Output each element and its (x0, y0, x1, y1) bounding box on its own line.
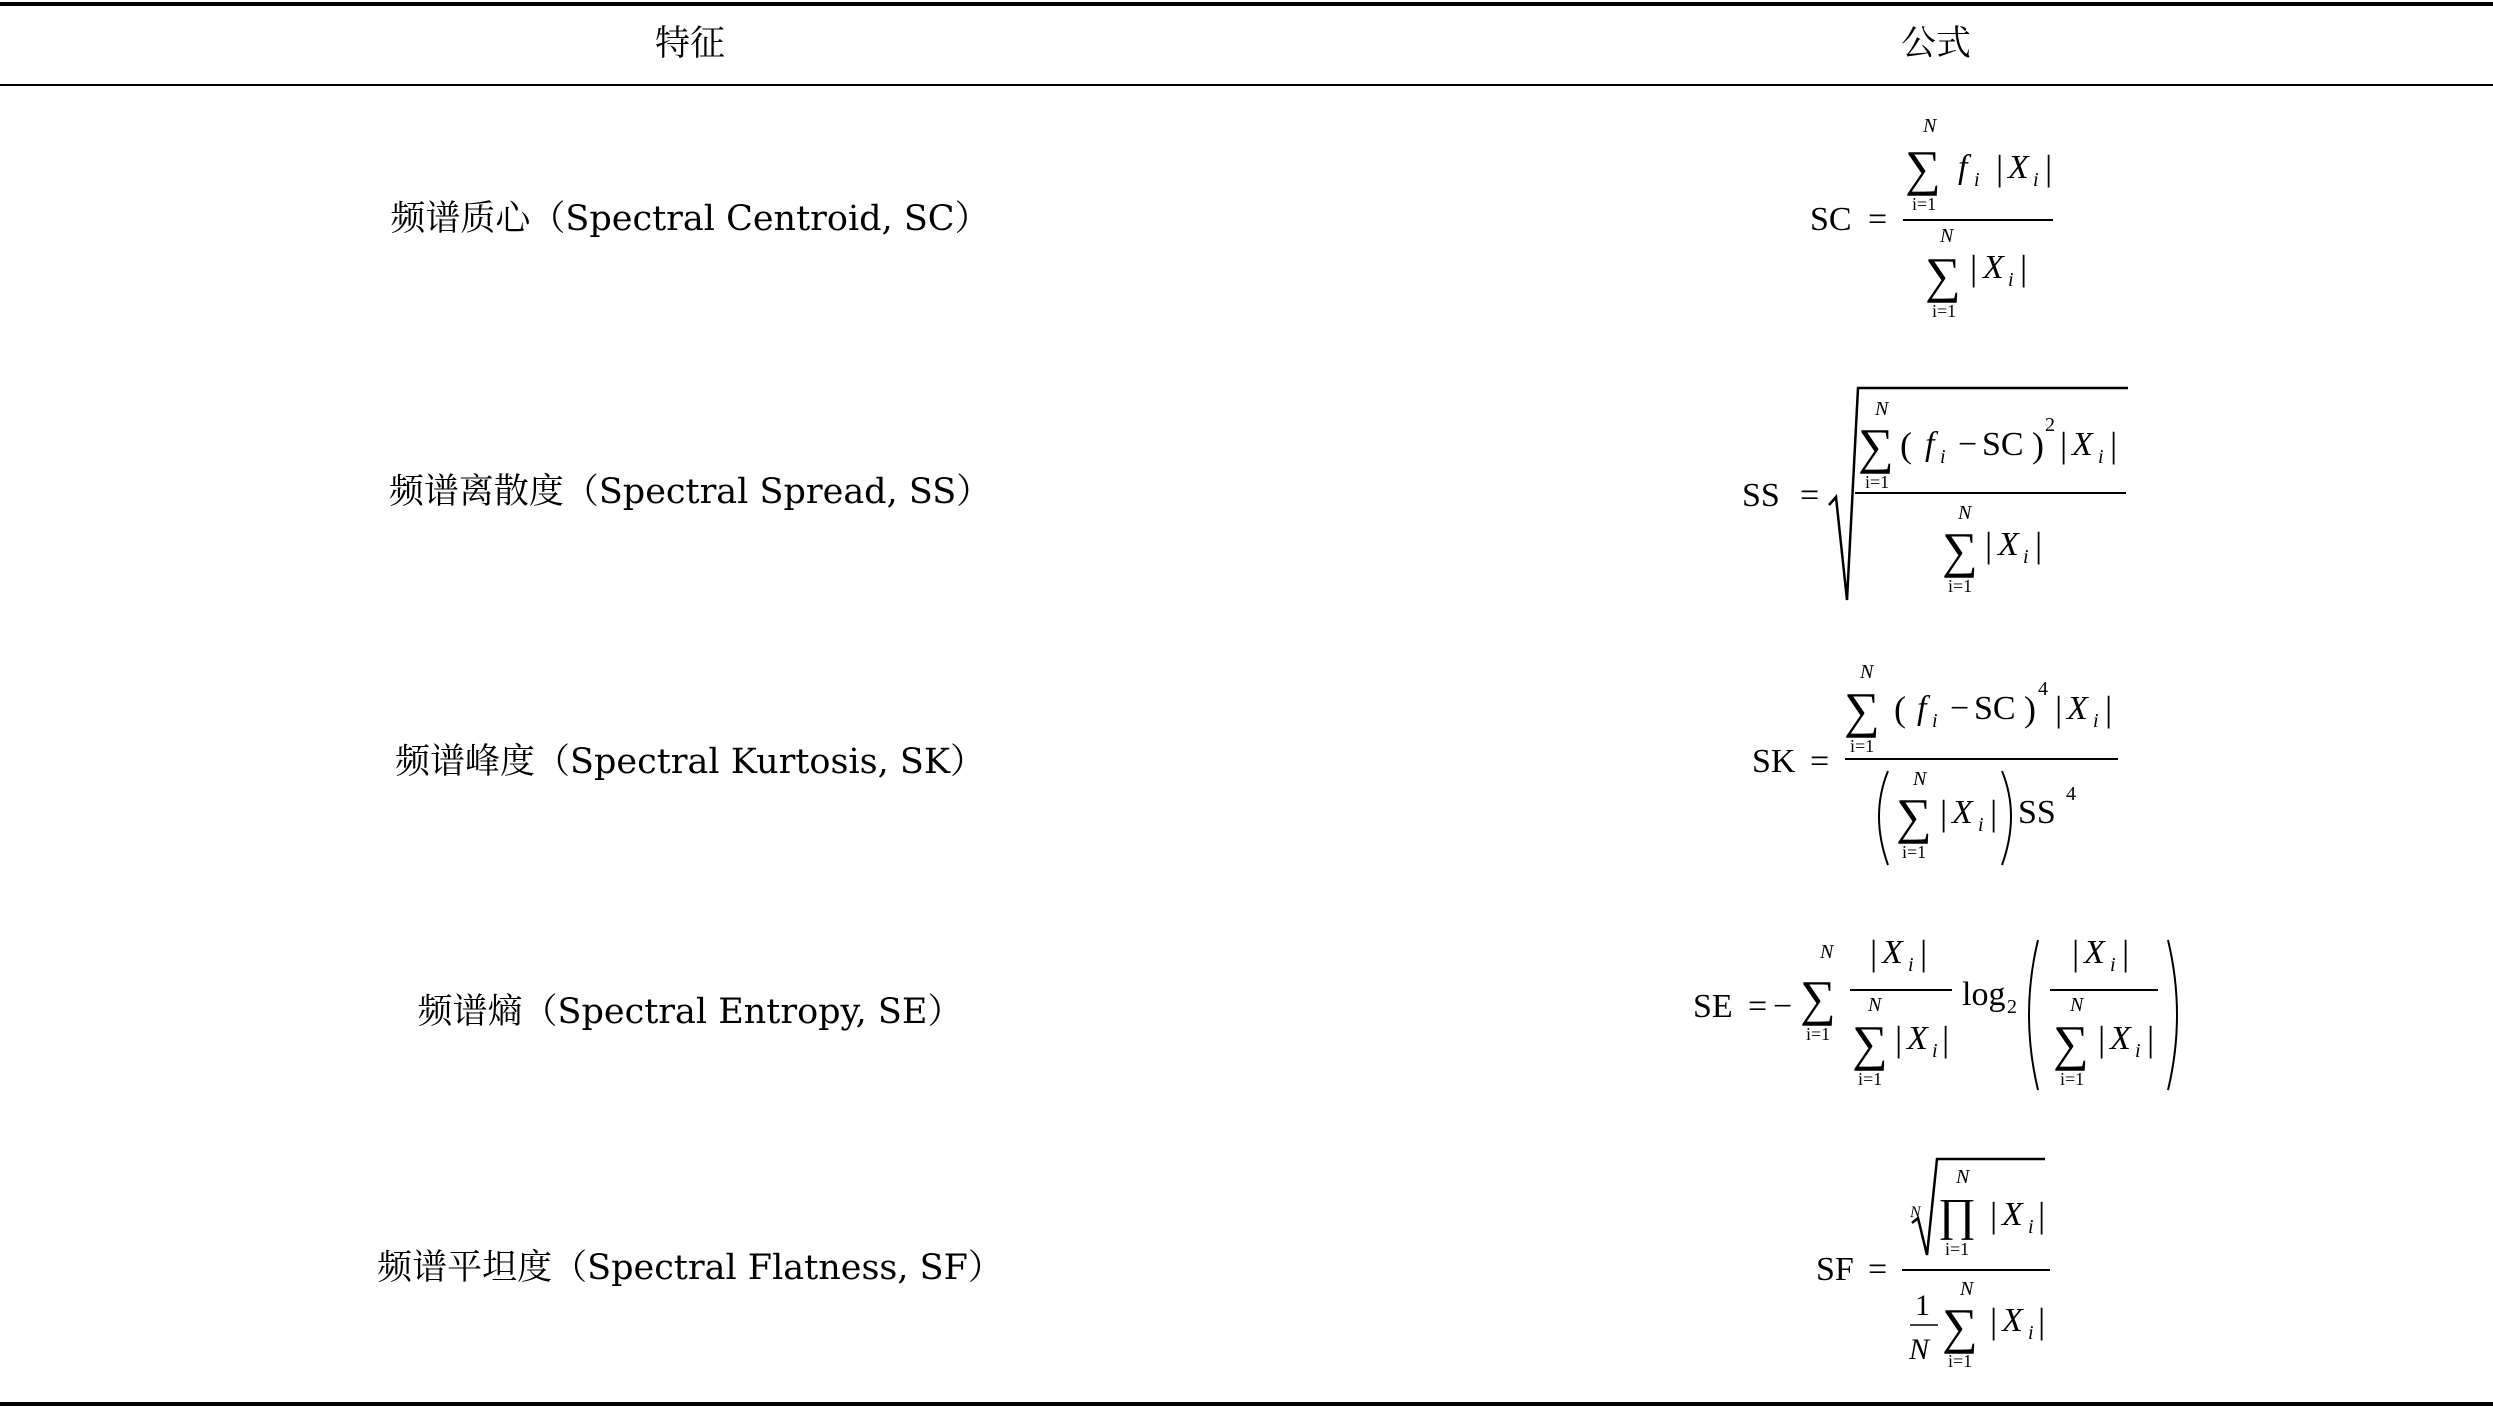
svg-text:i=1: i=1 (1858, 1069, 1883, 1089)
svg-text:|: | (2060, 425, 2068, 465)
svg-text:f: f (1958, 149, 1968, 186)
feature-sc: 频谱质心（Spectral Centroid, SC） (390, 199, 990, 239)
svg-text:X: X (1907, 1020, 1928, 1057)
svg-text:i: i (1974, 169, 1980, 191)
svg-text:−: − (1773, 988, 1793, 1025)
svg-text:∑: ∑ (1896, 788, 1932, 844)
lhs-se: SE (1693, 988, 1733, 1025)
svg-text:log: log (1962, 976, 2006, 1013)
svg-text:=: = (1800, 477, 1820, 514)
feature-ss: 频谱离散度（Spectral Spread, SS） (388, 472, 992, 512)
svg-text:|: | (1870, 933, 1878, 973)
svg-text:|: | (2055, 689, 2063, 729)
svg-text:=: = (1748, 988, 1768, 1025)
svg-text:|: | (1996, 148, 2004, 188)
svg-text:4: 4 (2038, 678, 2048, 700)
svg-text:−: − (1958, 426, 1978, 463)
svg-text:=: = (1810, 743, 1830, 780)
svg-text:N: N (1923, 115, 1937, 137)
svg-text:|: | (1942, 1019, 1950, 1059)
svg-text:=: = (1868, 1251, 1888, 1288)
svg-text:i=1: i=1 (1948, 1351, 1973, 1371)
lhs-ss: SS (1742, 477, 1780, 514)
svg-text:i: i (2033, 169, 2039, 191)
svg-text:|: | (1990, 793, 1998, 833)
svg-text:X: X (1952, 794, 1973, 831)
svg-text:N: N (1868, 994, 1882, 1016)
lhs-sk: SK (1752, 743, 1796, 780)
formula-sk (1640, 655, 2340, 875)
svg-text:i=1: i=1 (1865, 472, 1890, 492)
formula-sf (1640, 1155, 2340, 1375)
svg-text:): ) (2032, 425, 2044, 465)
table-bottom-rule (0, 1402, 2493, 1406)
svg-text:=: = (1868, 201, 1888, 238)
svg-text:i=1: i=1 (1902, 842, 1927, 862)
svg-text:|: | (1990, 1195, 1998, 1235)
svg-text:N: N (1956, 1166, 1970, 1188)
svg-text:1: 1 (1915, 1289, 1930, 1322)
svg-text:i: i (1908, 954, 1914, 976)
svg-text:|: | (1940, 793, 1948, 833)
svg-text:SC: SC (1974, 690, 2016, 727)
svg-text:i: i (1932, 710, 1938, 732)
svg-text:(: ( (1900, 425, 1912, 465)
svg-text:X: X (2008, 149, 2029, 186)
svg-text:N: N (1910, 1204, 1921, 1221)
svg-text:∑: ∑ (1844, 682, 1880, 738)
svg-text:i=1: i=1 (2060, 1069, 2085, 1089)
svg-text:SS: SS (2018, 794, 2056, 831)
svg-text:|: | (2110, 425, 2118, 465)
svg-text:i: i (2028, 1216, 2034, 1238)
svg-text:i=1: i=1 (1948, 576, 1973, 596)
svg-text:2: 2 (2007, 996, 2017, 1018)
svg-text:|: | (1970, 248, 1978, 288)
svg-text:N: N (1960, 1278, 1974, 1300)
svg-text:|: | (2035, 525, 2043, 565)
svg-text:X: X (2110, 1020, 2131, 1057)
svg-text:i: i (2110, 954, 2116, 976)
svg-text:f: f (1917, 690, 1927, 727)
svg-text:i: i (1978, 814, 1984, 836)
svg-text:i: i (2008, 269, 2014, 291)
svg-text:|: | (2122, 933, 2130, 973)
svg-text:|: | (2038, 1195, 2046, 1235)
svg-text:N: N (1940, 225, 1954, 247)
svg-text:|: | (1985, 525, 1993, 565)
svg-text:X: X (1998, 526, 2019, 563)
formula-se (1640, 905, 2340, 1125)
svg-text:N: N (1875, 398, 1889, 420)
svg-text:N: N (1860, 661, 1874, 683)
svg-text:N: N (1958, 502, 1972, 524)
svg-text:∑: ∑ (1905, 140, 1941, 196)
svg-text:i=1: i=1 (1945, 1239, 1970, 1259)
lhs-sf: SF (1816, 1251, 1854, 1288)
svg-text:N: N (2070, 994, 2084, 1016)
svg-text:|: | (1990, 1301, 1998, 1341)
svg-text:X: X (1983, 249, 2004, 286)
svg-text:f: f (1925, 426, 1935, 463)
svg-text:∑: ∑ (1942, 522, 1978, 578)
svg-text:i=1: i=1 (1932, 301, 1957, 321)
svg-text:∑: ∑ (1852, 1015, 1888, 1071)
svg-text:X: X (2084, 934, 2105, 971)
svg-text:i: i (2028, 1322, 2034, 1344)
svg-text:2: 2 (2045, 414, 2055, 436)
svg-text:−: − (1950, 690, 1970, 727)
svg-text:|: | (2045, 148, 2053, 188)
header-feature: 特征 (654, 24, 725, 64)
feature-sk: 频谱峰度（Spectral Kurtosis, SK） (395, 742, 985, 782)
svg-text:X: X (2002, 1196, 2023, 1233)
svg-text:i: i (2023, 546, 2029, 568)
svg-text:X: X (1882, 934, 1903, 971)
svg-text:X: X (2002, 1302, 2023, 1339)
svg-text:|: | (2105, 689, 2113, 729)
svg-text:i: i (2135, 1040, 2141, 1062)
svg-text:i: i (2093, 710, 2099, 732)
table-top-rule (0, 2, 2493, 6)
feature-sf: 频谱平坦度（Spectral Flatness, SF） (377, 1248, 1003, 1288)
svg-text:∑: ∑ (1942, 1298, 1978, 1354)
svg-text:|: | (2038, 1301, 2046, 1341)
table-header-rule (0, 84, 2493, 86)
formula-ss (1640, 385, 2340, 605)
svg-text:∑: ∑ (1858, 418, 1894, 474)
svg-text:): ) (2024, 689, 2036, 729)
svg-text:|: | (2020, 248, 2028, 288)
svg-text:N: N (1820, 941, 1834, 963)
svg-text:∑: ∑ (2053, 1015, 2089, 1071)
svg-text:|: | (1895, 1019, 1903, 1059)
svg-text:|: | (2098, 1019, 2106, 1059)
svg-text:N: N (1909, 1333, 1930, 1366)
svg-text:(: ( (1894, 689, 1906, 729)
svg-text:∑: ∑ (1800, 970, 1836, 1026)
svg-text:i=1: i=1 (1806, 1024, 1831, 1044)
svg-text:4: 4 (2066, 783, 2076, 805)
svg-text:∏: ∏ (1938, 1189, 1976, 1240)
svg-text:i=1: i=1 (1850, 736, 1875, 756)
svg-text:i: i (1932, 1040, 1938, 1062)
header-formula: 公式 (1900, 24, 1971, 64)
svg-text:X: X (2072, 426, 2093, 463)
feature-se: 频谱熵（Spectral Entropy, SE） (417, 992, 963, 1032)
svg-text:|: | (2147, 1019, 2155, 1059)
svg-text:|: | (2072, 933, 2080, 973)
svg-text:|: | (1920, 933, 1928, 973)
svg-text:SC: SC (1982, 426, 2024, 463)
svg-text:i=1: i=1 (1912, 194, 1937, 214)
svg-text:∑: ∑ (1925, 247, 1961, 303)
svg-text:N: N (1913, 768, 1927, 790)
svg-text:X: X (2067, 690, 2088, 727)
svg-text:i: i (2098, 446, 2104, 468)
svg-text:i: i (1940, 446, 1946, 468)
lhs-sc: SC (1810, 201, 1852, 238)
formula-sc (1640, 110, 2340, 330)
